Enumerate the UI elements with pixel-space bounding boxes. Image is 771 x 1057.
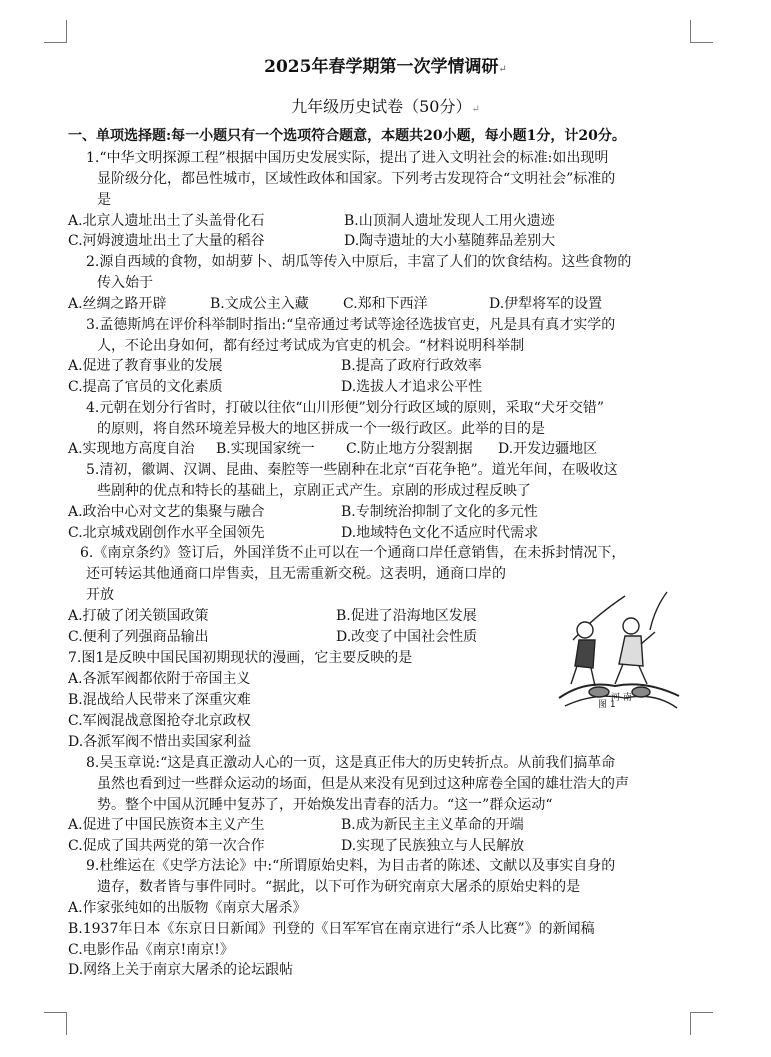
- section-heading: 一、单项选择题:每一小题只有一个选项符合题意，本题共20小题，每小题1分，计20分。: [68, 128, 626, 144]
- question-3-line-1: 3.孟德斯鸠在评价科举制时指出:“皇帝通过考试等途径选拔官吏，凡是具有真才实学的: [86, 317, 616, 333]
- question-1-option-b: B.山顶洞人遗址发现人工用火遗迹: [344, 213, 555, 229]
- question-7-option-d: D.各派军阀不惜出卖国家利益: [68, 734, 252, 750]
- question-9-option-d: D.网络上关于南京大屠杀的论坛跟帖: [68, 962, 294, 978]
- question-8-option-c: C.促成了国共两党的第一次合作: [68, 838, 265, 854]
- question-5-option-b: B.专制统治抑制了文化的多元性: [341, 504, 538, 520]
- question-9-line-2: 遗存，数者皆与事件同时。“据此，以下可作为研究南京大屠杀的原始史料的是: [97, 879, 581, 895]
- question-7-option-a: A.各派军阀都依附于帝国主义: [68, 671, 251, 687]
- question-9-line-1: 9.杜维运在《史学方法论》中:“所谓原始史料，为目击者的陈述、文献以及事实自身的: [86, 858, 616, 874]
- exam-subtitle: 九年级历史试卷（50分）↵: [291, 97, 480, 116]
- figure-1-caption: 图 1: [598, 700, 616, 710]
- question-4-option-a: A.实现地方高度自治: [68, 441, 195, 457]
- question-5-option-c: C.北京城戏剧创作水平全国领先: [68, 525, 265, 541]
- question-5-line-2: 些剧种的优点和特长的基础上，京剧正式产生。京剧的形成过程反映了: [97, 483, 531, 499]
- question-9-option-a: A.作家张纯如的出版物《南京大屠杀》: [68, 900, 307, 916]
- question-1-line-3: 是: [97, 192, 111, 208]
- question-3-option-d: D.选拔人才追求公平性: [341, 379, 483, 395]
- question-8-option-a: A.促进了中国民族资本主义产生: [68, 817, 265, 833]
- crop-mark-top-right: [690, 20, 713, 43]
- crop-mark-top-left: [44, 20, 67, 43]
- question-1-option-a: A.北京人遗址出土了头盖骨化石: [68, 213, 265, 229]
- question-2-line-2: 传入始于: [97, 275, 153, 291]
- question-2-line-1: 2.源自西域的食物，如胡萝卜、胡瓜等传入中原后，丰富了人们的饮食结构。这些食物的: [86, 254, 632, 270]
- question-6-line-2: 还可转运其他通商口岸售卖，且无需重新交税。这表明，通商口岸的: [86, 566, 506, 582]
- question-5-option-a: A.政治中心对文艺的集聚与融合: [68, 504, 265, 520]
- question-9-option-b: B.1937年日本《东京日日新闻》刊登的《日军军官在南京进行“杀人比赛”》的新闻稿: [68, 921, 595, 937]
- question-6-line-1: 6.《南京条约》签订后，外国洋货不止可以在一个通商口岸任意销售，在未拆封情况下，: [80, 545, 626, 561]
- question-5-option-d: D.地域特色文化不适应时代需求: [341, 525, 539, 541]
- question-2-option-b: B.文成公主入藏: [210, 296, 309, 312]
- question-2-option-c: C.郑和下西洋: [343, 296, 428, 312]
- question-4-option-c: C.防止地方分裂割据: [346, 441, 473, 457]
- question-1-option-c: C.河姆渡遗址出土了大量的稻谷: [68, 233, 265, 249]
- question-8-line-2: 虽然也看到过一些群众运动的场面，但是从来没有见到过这种席卷全国的雄壮浩大的声: [97, 776, 629, 792]
- question-1-line-1: 1.“中华文明探源工程”根据中国历史发展实际，提出了进入文明社会的标准:如出现明: [86, 150, 609, 166]
- question-6-option-b: B.促进了沿海地区发展: [336, 608, 477, 624]
- question-6-option-c: C.便利了列强商品输出: [68, 629, 209, 645]
- question-2-option-d: D.伊犁将军的设置: [489, 296, 603, 312]
- question-9-option-c: C.电影作品《南京!南京!》: [68, 942, 234, 958]
- question-1-line-2: 显阶级分化，都邑性城市，区域性政体和国家。下列考古发现符合“文明社会”标准的: [97, 171, 616, 187]
- crop-mark-bottom-left: [44, 1012, 67, 1035]
- question-4-line-2: 的原则，将自然环境差异极大的地区拼成一个一级行政区。此举的目的是: [97, 421, 545, 437]
- question-5-line-1: 5.清初，徽调、汉调、昆曲、秦腔等一些剧种在北京“百花争艳”。道光年间，在吸收这: [86, 462, 618, 478]
- question-3-option-a: A.促进了教育事业的发展: [68, 358, 223, 374]
- question-8-option-b: B.成为新民主主义革命的开端: [341, 817, 524, 833]
- question-3-line-2: 人，不论出身如何，都有经过考试成为官吏的机会。“材料说明科举制: [97, 338, 525, 354]
- exam-title: 2025年春学期第一次学情调研↵: [264, 57, 507, 77]
- question-7-option-b: B.混战给人民带来了深重灾难: [68, 692, 251, 708]
- cartoon-label: 河 南: [611, 693, 632, 703]
- crop-mark-bottom-right: [690, 1012, 713, 1035]
- question-4-line-1: 4.元朝在划分行省时，打破以往依“山川形便”划分行政区域的原则，采取“犬牙交错”: [86, 400, 604, 416]
- figure-1-cartoon: [555, 588, 683, 716]
- question-8-option-d: D.实现了民族独立与人民解放: [341, 838, 525, 854]
- question-2-option-a: A.丝绸之路开辟: [68, 296, 167, 312]
- cartoon-sword-right: [650, 592, 667, 630]
- question-3-option-b: B.提高了政府行政效率: [341, 358, 482, 374]
- question-6-option-a: A.打破了闭关锁国政策: [68, 608, 209, 624]
- question-4-option-b: B.实现国家统一: [216, 441, 315, 457]
- question-6-option-d: D.改变了中国社会性质: [336, 629, 478, 645]
- question-1-option-d: D.陶寺遗址的大小墓随葬品差别大: [344, 233, 556, 249]
- question-7-option-c: C.军阀混战意图抢夺北京政权: [68, 713, 251, 729]
- question-3-option-c: C.提高了官员的文化素质: [68, 379, 223, 395]
- question-6-line-3: 开放: [86, 587, 114, 603]
- question-8-line-1: 8.吴玉章说:“这是真正激动人心的一页，这是真正伟大的历史转折点。从前我们搞革命: [86, 755, 616, 771]
- question-7-line-1: 7.图1是反映中国民国初期现状的漫画，它主要反映的是: [68, 650, 413, 666]
- question-4-option-d: D.开发边疆地区: [498, 441, 598, 457]
- question-8-line-3: 势。整个中国从沉睡中复苏了，开始焕发出青春的活力。“这一”群众运动“: [97, 797, 553, 813]
